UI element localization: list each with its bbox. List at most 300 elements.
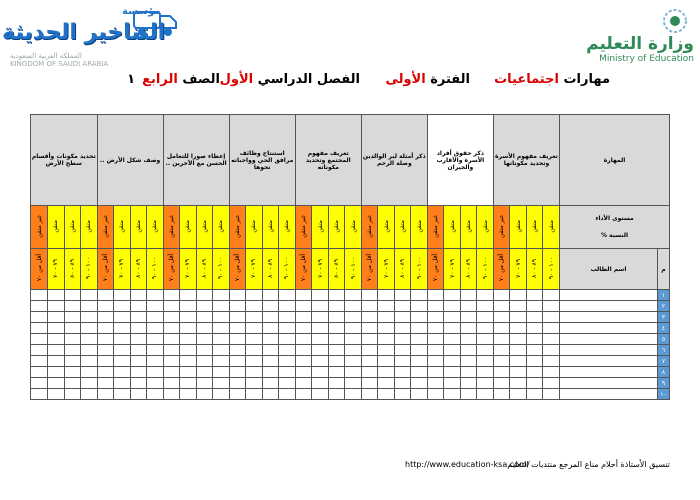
grade-cell[interactable] [114, 367, 131, 378]
grade-cell[interactable] [427, 334, 444, 345]
student-name-cell[interactable] [559, 389, 657, 400]
grade-cell[interactable] [81, 378, 98, 389]
grade-cell[interactable] [279, 301, 296, 312]
grade-cell[interactable] [328, 312, 345, 323]
grade-cell[interactable] [97, 367, 114, 378]
grade-cell[interactable] [31, 345, 48, 356]
grade-cell[interactable] [279, 378, 296, 389]
grade-cell[interactable] [246, 356, 263, 367]
grade-cell[interactable] [460, 367, 477, 378]
grade-cell[interactable] [295, 334, 312, 345]
grade-cell[interactable] [477, 356, 494, 367]
grade-cell[interactable] [163, 367, 180, 378]
grade-cell[interactable] [328, 389, 345, 400]
grade-cell[interactable] [477, 290, 494, 301]
grade-cell[interactable] [427, 356, 444, 367]
grade-cell[interactable] [81, 367, 98, 378]
grade-cell[interactable] [460, 334, 477, 345]
grade-cell[interactable] [543, 389, 560, 400]
grade-cell[interactable] [180, 334, 197, 345]
grade-cell[interactable] [526, 323, 543, 334]
grade-cell[interactable] [163, 334, 180, 345]
grade-cell[interactable] [427, 301, 444, 312]
grade-cell[interactable] [361, 334, 378, 345]
grade-cell[interactable] [279, 389, 296, 400]
grade-cell[interactable] [510, 378, 527, 389]
grade-cell[interactable] [229, 389, 246, 400]
grade-cell[interactable] [411, 323, 428, 334]
grade-cell[interactable] [213, 290, 230, 301]
student-name-cell[interactable] [559, 301, 657, 312]
grade-cell[interactable] [81, 301, 98, 312]
grade-cell[interactable] [130, 378, 147, 389]
grade-cell[interactable] [64, 312, 81, 323]
grade-cell[interactable] [444, 367, 461, 378]
grade-cell[interactable] [444, 334, 461, 345]
grade-cell[interactable] [114, 301, 131, 312]
grade-cell[interactable] [378, 367, 395, 378]
grade-cell[interactable] [295, 356, 312, 367]
grade-cell[interactable] [345, 323, 362, 334]
grade-cell[interactable] [493, 367, 510, 378]
grade-cell[interactable] [394, 290, 411, 301]
grade-cell[interactable] [213, 312, 230, 323]
grade-cell[interactable] [543, 378, 560, 389]
grade-cell[interactable] [378, 345, 395, 356]
grade-cell[interactable] [213, 334, 230, 345]
grade-cell[interactable] [196, 378, 213, 389]
grade-cell[interactable] [328, 356, 345, 367]
grade-cell[interactable] [510, 301, 527, 312]
student-name-cell[interactable] [559, 334, 657, 345]
grade-cell[interactable] [427, 323, 444, 334]
grade-cell[interactable] [427, 312, 444, 323]
grade-cell[interactable] [493, 345, 510, 356]
grade-cell[interactable] [213, 301, 230, 312]
grade-cell[interactable] [246, 334, 263, 345]
grade-cell[interactable] [31, 378, 48, 389]
grade-cell[interactable] [345, 389, 362, 400]
grade-cell[interactable] [31, 367, 48, 378]
grade-cell[interactable] [394, 345, 411, 356]
student-name-cell[interactable] [559, 345, 657, 356]
grade-cell[interactable] [411, 367, 428, 378]
grade-cell[interactable] [130, 389, 147, 400]
grade-cell[interactable] [295, 290, 312, 301]
grade-cell[interactable] [64, 334, 81, 345]
grade-cell[interactable] [147, 301, 164, 312]
grade-cell[interactable] [130, 367, 147, 378]
grade-cell[interactable] [394, 378, 411, 389]
grade-cell[interactable] [477, 367, 494, 378]
grade-cell[interactable] [213, 389, 230, 400]
grade-cell[interactable] [147, 290, 164, 301]
grade-cell[interactable] [427, 290, 444, 301]
grade-cell[interactable] [81, 389, 98, 400]
grade-cell[interactable] [279, 367, 296, 378]
grade-cell[interactable] [246, 323, 263, 334]
grade-cell[interactable] [262, 378, 279, 389]
grade-cell[interactable] [196, 323, 213, 334]
grade-cell[interactable] [229, 301, 246, 312]
grade-cell[interactable] [64, 389, 81, 400]
grade-cell[interactable] [345, 356, 362, 367]
grade-cell[interactable] [394, 323, 411, 334]
grade-cell[interactable] [444, 345, 461, 356]
grade-cell[interactable] [64, 290, 81, 301]
grade-cell[interactable] [526, 345, 543, 356]
grade-cell[interactable] [130, 290, 147, 301]
grade-cell[interactable] [229, 367, 246, 378]
grade-cell[interactable] [477, 378, 494, 389]
grade-cell[interactable] [114, 290, 131, 301]
grade-cell[interactable] [378, 312, 395, 323]
grade-cell[interactable] [180, 323, 197, 334]
grade-cell[interactable] [48, 378, 65, 389]
grade-cell[interactable] [510, 345, 527, 356]
grade-cell[interactable] [345, 312, 362, 323]
grade-cell[interactable] [262, 345, 279, 356]
grade-cell[interactable] [295, 301, 312, 312]
grade-cell[interactable] [246, 378, 263, 389]
grade-cell[interactable] [229, 290, 246, 301]
grade-cell[interactable] [97, 389, 114, 400]
grade-cell[interactable] [460, 389, 477, 400]
grade-cell[interactable] [31, 290, 48, 301]
grade-cell[interactable] [114, 378, 131, 389]
grade-cell[interactable] [378, 301, 395, 312]
grade-cell[interactable] [411, 290, 428, 301]
grade-cell[interactable] [378, 378, 395, 389]
grade-cell[interactable] [411, 345, 428, 356]
grade-cell[interactable] [81, 356, 98, 367]
grade-cell[interactable] [163, 301, 180, 312]
grade-cell[interactable] [97, 323, 114, 334]
grade-cell[interactable] [64, 323, 81, 334]
grade-cell[interactable] [97, 290, 114, 301]
grade-cell[interactable] [213, 367, 230, 378]
grade-cell[interactable] [444, 389, 461, 400]
grade-cell[interactable] [31, 312, 48, 323]
grade-cell[interactable] [543, 367, 560, 378]
grade-cell[interactable] [163, 312, 180, 323]
grade-cell[interactable] [394, 389, 411, 400]
grade-cell[interactable] [394, 356, 411, 367]
grade-cell[interactable] [213, 356, 230, 367]
student-name-cell[interactable] [559, 290, 657, 301]
grade-cell[interactable] [411, 378, 428, 389]
grade-cell[interactable] [229, 312, 246, 323]
grade-cell[interactable] [147, 356, 164, 367]
grade-cell[interactable] [295, 312, 312, 323]
grade-cell[interactable] [378, 290, 395, 301]
grade-cell[interactable] [64, 356, 81, 367]
grade-cell[interactable] [460, 312, 477, 323]
student-name-cell[interactable] [559, 323, 657, 334]
grade-cell[interactable] [229, 323, 246, 334]
grade-cell[interactable] [262, 312, 279, 323]
grade-cell[interactable] [130, 334, 147, 345]
grade-cell[interactable] [180, 312, 197, 323]
grade-cell[interactable] [460, 378, 477, 389]
grade-cell[interactable] [97, 301, 114, 312]
grade-cell[interactable] [394, 367, 411, 378]
grade-cell[interactable] [196, 312, 213, 323]
grade-cell[interactable] [460, 290, 477, 301]
grade-cell[interactable] [147, 323, 164, 334]
grade-cell[interactable] [361, 345, 378, 356]
grade-cell[interactable] [411, 334, 428, 345]
grade-cell[interactable] [147, 378, 164, 389]
grade-cell[interactable] [493, 389, 510, 400]
grade-cell[interactable] [510, 389, 527, 400]
grade-cell[interactable] [114, 312, 131, 323]
grade-cell[interactable] [48, 323, 65, 334]
grade-cell[interactable] [147, 389, 164, 400]
grade-cell[interactable] [163, 345, 180, 356]
grade-cell[interactable] [130, 323, 147, 334]
grade-cell[interactable] [163, 290, 180, 301]
grade-cell[interactable] [81, 323, 98, 334]
grade-cell[interactable] [411, 389, 428, 400]
grade-cell[interactable] [246, 290, 263, 301]
grade-cell[interactable] [312, 312, 329, 323]
grade-cell[interactable] [543, 334, 560, 345]
grade-cell[interactable] [147, 367, 164, 378]
grade-cell[interactable] [510, 334, 527, 345]
grade-cell[interactable] [97, 345, 114, 356]
grade-cell[interactable] [328, 301, 345, 312]
grade-cell[interactable] [312, 378, 329, 389]
grade-cell[interactable] [213, 323, 230, 334]
grade-cell[interactable] [48, 389, 65, 400]
grade-cell[interactable] [64, 367, 81, 378]
grade-cell[interactable] [81, 290, 98, 301]
grade-cell[interactable] [361, 389, 378, 400]
grade-cell[interactable] [130, 301, 147, 312]
grade-cell[interactable] [64, 378, 81, 389]
grade-cell[interactable] [114, 323, 131, 334]
grade-cell[interactable] [31, 334, 48, 345]
grade-cell[interactable] [477, 312, 494, 323]
grade-cell[interactable] [378, 323, 395, 334]
grade-cell[interactable] [246, 301, 263, 312]
grade-cell[interactable] [345, 334, 362, 345]
grade-cell[interactable] [493, 323, 510, 334]
grade-cell[interactable] [460, 301, 477, 312]
grade-cell[interactable] [130, 345, 147, 356]
grade-cell[interactable] [345, 345, 362, 356]
grade-cell[interactable] [64, 301, 81, 312]
grade-cell[interactable] [97, 334, 114, 345]
grade-cell[interactable] [444, 301, 461, 312]
grade-cell[interactable] [510, 356, 527, 367]
grade-cell[interactable] [493, 301, 510, 312]
grade-cell[interactable] [279, 290, 296, 301]
grade-cell[interactable] [312, 323, 329, 334]
grade-cell[interactable] [328, 334, 345, 345]
grade-cell[interactable] [295, 345, 312, 356]
grade-cell[interactable] [196, 301, 213, 312]
grade-cell[interactable] [229, 378, 246, 389]
grade-cell[interactable] [328, 367, 345, 378]
grade-cell[interactable] [427, 345, 444, 356]
grade-cell[interactable] [361, 356, 378, 367]
grade-cell[interactable] [48, 312, 65, 323]
grade-cell[interactable] [444, 312, 461, 323]
grade-cell[interactable] [411, 301, 428, 312]
grade-cell[interactable] [477, 345, 494, 356]
grade-cell[interactable] [180, 290, 197, 301]
grade-cell[interactable] [526, 290, 543, 301]
grade-cell[interactable] [180, 367, 197, 378]
grade-cell[interactable] [477, 334, 494, 345]
grade-cell[interactable] [493, 312, 510, 323]
grade-cell[interactable] [48, 290, 65, 301]
grade-cell[interactable] [48, 367, 65, 378]
grade-cell[interactable] [262, 356, 279, 367]
grade-cell[interactable] [460, 356, 477, 367]
grade-cell[interactable] [493, 356, 510, 367]
grade-cell[interactable] [114, 345, 131, 356]
grade-cell[interactable] [394, 334, 411, 345]
grade-cell[interactable] [147, 312, 164, 323]
grade-cell[interactable] [378, 389, 395, 400]
grade-cell[interactable] [543, 323, 560, 334]
grade-cell[interactable] [444, 378, 461, 389]
grade-cell[interactable] [114, 356, 131, 367]
grade-cell[interactable] [444, 356, 461, 367]
grade-cell[interactable] [295, 389, 312, 400]
grade-cell[interactable] [97, 378, 114, 389]
grade-cell[interactable] [48, 334, 65, 345]
grade-cell[interactable] [345, 301, 362, 312]
grade-cell[interactable] [196, 389, 213, 400]
grade-cell[interactable] [48, 301, 65, 312]
grade-cell[interactable] [229, 345, 246, 356]
grade-cell[interactable] [213, 345, 230, 356]
grade-cell[interactable] [81, 334, 98, 345]
grade-cell[interactable] [543, 312, 560, 323]
grade-cell[interactable] [163, 378, 180, 389]
grade-cell[interactable] [262, 367, 279, 378]
grade-cell[interactable] [31, 389, 48, 400]
grade-cell[interactable] [163, 323, 180, 334]
grade-cell[interactable] [543, 345, 560, 356]
grade-cell[interactable] [180, 345, 197, 356]
grade-cell[interactable] [361, 312, 378, 323]
grade-cell[interactable] [328, 378, 345, 389]
grade-cell[interactable] [130, 356, 147, 367]
grade-cell[interactable] [394, 312, 411, 323]
grade-cell[interactable] [345, 367, 362, 378]
grade-cell[interactable] [460, 345, 477, 356]
grade-cell[interactable] [246, 389, 263, 400]
student-name-cell[interactable] [559, 356, 657, 367]
grade-cell[interactable] [312, 301, 329, 312]
grade-cell[interactable] [31, 301, 48, 312]
grade-cell[interactable] [279, 323, 296, 334]
grade-cell[interactable] [48, 356, 65, 367]
grade-cell[interactable] [279, 356, 296, 367]
student-name-cell[interactable] [559, 367, 657, 378]
grade-cell[interactable] [444, 290, 461, 301]
grade-cell[interactable] [97, 356, 114, 367]
grade-cell[interactable] [147, 334, 164, 345]
grade-cell[interactable] [262, 334, 279, 345]
grade-cell[interactable] [312, 345, 329, 356]
grade-cell[interactable] [64, 345, 81, 356]
grade-cell[interactable] [477, 301, 494, 312]
grade-cell[interactable] [246, 367, 263, 378]
grade-cell[interactable] [262, 290, 279, 301]
grade-cell[interactable] [411, 312, 428, 323]
grade-cell[interactable] [229, 334, 246, 345]
grade-cell[interactable] [543, 356, 560, 367]
grade-cell[interactable] [196, 334, 213, 345]
grade-cell[interactable] [81, 345, 98, 356]
grade-cell[interactable] [279, 334, 296, 345]
grade-cell[interactable] [493, 378, 510, 389]
grade-cell[interactable] [526, 301, 543, 312]
grade-cell[interactable] [262, 301, 279, 312]
grade-cell[interactable] [444, 323, 461, 334]
grade-cell[interactable] [31, 356, 48, 367]
grade-cell[interactable] [196, 345, 213, 356]
grade-cell[interactable] [345, 290, 362, 301]
grade-cell[interactable] [477, 389, 494, 400]
grade-cell[interactable] [526, 389, 543, 400]
grade-cell[interactable] [328, 323, 345, 334]
grade-cell[interactable] [328, 345, 345, 356]
grade-cell[interactable] [411, 356, 428, 367]
grade-cell[interactable] [543, 290, 560, 301]
grade-cell[interactable] [361, 290, 378, 301]
grade-cell[interactable] [427, 378, 444, 389]
grade-cell[interactable] [312, 356, 329, 367]
student-name-cell[interactable] [559, 378, 657, 389]
grade-cell[interactable] [48, 345, 65, 356]
grade-cell[interactable] [180, 378, 197, 389]
grade-cell[interactable] [130, 312, 147, 323]
grade-cell[interactable] [378, 356, 395, 367]
grade-cell[interactable] [295, 367, 312, 378]
grade-cell[interactable] [328, 290, 345, 301]
grade-cell[interactable] [163, 389, 180, 400]
grade-cell[interactable] [312, 389, 329, 400]
grade-cell[interactable] [262, 389, 279, 400]
grade-cell[interactable] [180, 356, 197, 367]
grade-cell[interactable] [196, 290, 213, 301]
grade-cell[interactable] [477, 323, 494, 334]
grade-cell[interactable] [279, 312, 296, 323]
grade-cell[interactable] [163, 356, 180, 367]
grade-cell[interactable] [246, 312, 263, 323]
grade-cell[interactable] [526, 378, 543, 389]
grade-cell[interactable] [295, 378, 312, 389]
grade-cell[interactable] [229, 356, 246, 367]
grade-cell[interactable] [526, 367, 543, 378]
grade-cell[interactable] [510, 367, 527, 378]
grade-cell[interactable] [180, 301, 197, 312]
grade-cell[interactable] [180, 389, 197, 400]
grade-cell[interactable] [295, 323, 312, 334]
grade-cell[interactable] [361, 323, 378, 334]
grade-cell[interactable] [196, 356, 213, 367]
student-name-cell[interactable] [559, 312, 657, 323]
grade-cell[interactable] [345, 378, 362, 389]
grade-cell[interactable] [526, 334, 543, 345]
